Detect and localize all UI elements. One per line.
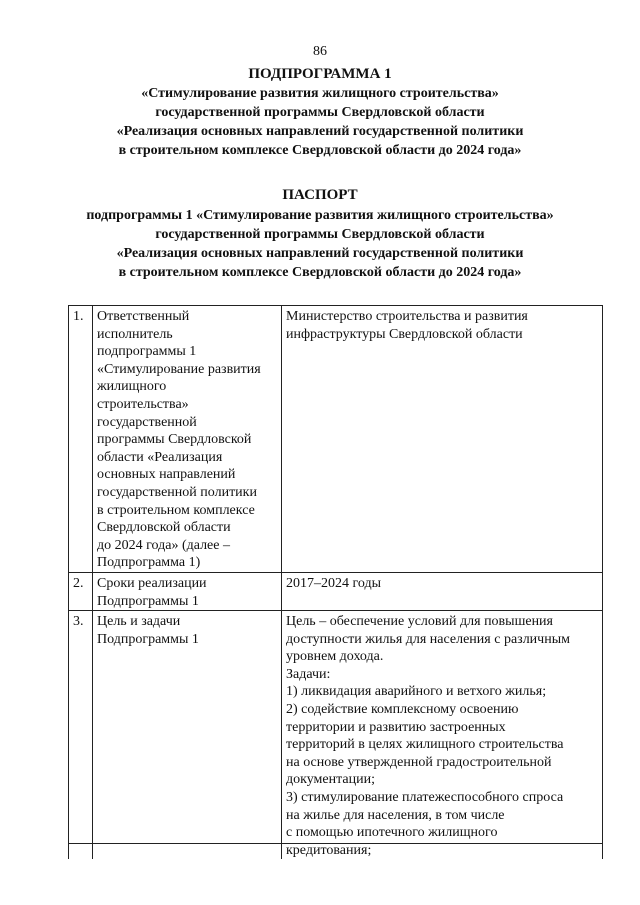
passport-heading: [0, 184, 640, 282]
table-row: [69, 306, 603, 573]
page-number: 86: [313, 44, 327, 59]
subprogram-heading-line: «Стимулирование развития жилищного строительства»: [141, 86, 499, 101]
row-label-line: Подпрограмма 1): [97, 555, 201, 571]
row-label-line: государственной: [97, 414, 197, 430]
row-label-line: Подпрограммы 1: [97, 631, 199, 647]
row-value-line: 1) ликвидация аварийного и ветхого жилья;: [286, 684, 547, 700]
row-label-line: программы Свердловской: [97, 432, 252, 448]
row-label-line: подпрограммы 1: [97, 344, 197, 360]
passport-heading-line: подпрограммы 1 «Стимулирование развития жилищного строительства»: [86, 208, 554, 223]
row-label-line: Подпрограммы 1: [97, 593, 199, 609]
row-label-line: «Стимулирование развития: [97, 361, 261, 377]
row-number: 1.: [69, 306, 93, 573]
row-label-line: исполнитель: [97, 326, 173, 342]
row-label-line: государственной политики: [97, 484, 257, 500]
row-value-line: 2017–2024 годы: [286, 575, 382, 591]
row-value-line: документации;: [286, 772, 375, 788]
row-label: [93, 572, 282, 610]
subprogram-heading: [0, 64, 640, 160]
row-label-line: до 2024 года» (далее –: [97, 537, 230, 553]
passport-heading-line: государственной программы Свердловской области: [155, 227, 485, 242]
subprogram-heading-line: в строительном комплексе Свердловской области до 2024 года»: [118, 143, 522, 158]
row-label-line: Ответственный: [97, 309, 190, 324]
row-number: 3.: [69, 611, 93, 860]
row-value-line: доступности жилья для населения с различным: [286, 631, 570, 647]
row-label-line: основных направлений: [97, 467, 236, 483]
subprogram-title: ПОДПРОГРАММА 1: [248, 66, 392, 82]
row-value-line: территории и развитию застроенных: [286, 719, 506, 735]
row-value-line: на основе утвержденной градостроительной: [286, 754, 552, 770]
row-label: [93, 306, 282, 573]
row-label-line: в строительном комплексе: [97, 502, 255, 518]
passport-table: [68, 305, 603, 859]
table-row: [69, 611, 603, 860]
row-label-line: жилищного: [97, 379, 167, 395]
subprogram-heading-line: государственной программы Свердловской области: [155, 105, 485, 120]
row-value-line: Министерство строительства и развития: [286, 309, 528, 324]
row-value-line: Задачи:: [286, 666, 331, 682]
row-label-line: области «Реализация: [97, 449, 223, 465]
row-label-line: Цель и задачи: [97, 614, 181, 630]
subprogram-heading-line: «Реализация основных направлений государственной политики: [116, 124, 524, 139]
row-value: [282, 572, 603, 610]
row-value-line: территорий в целях жилищного строительства: [286, 737, 564, 753]
row-value-line: инфраструктуры Свердловской области: [286, 326, 523, 342]
passport-heading-line: «Реализация основных направлений государственной политики: [116, 246, 524, 261]
row-label-line: Сроки реализации: [97, 575, 207, 591]
table-bottom-rule: [68, 843, 603, 844]
row-value-line: уровнем дохода.: [286, 649, 384, 665]
row-value-line: 2) содействие комплексному освоению: [286, 702, 519, 718]
passport-heading-line: в строительном комплексе Свердловской области до 2024 года»: [118, 265, 522, 280]
row-value-line: 3) стимулирование платежеспособного спроса: [286, 790, 564, 806]
row-value-line: на жилье для населения, в том числе: [286, 807, 505, 823]
table-row: [69, 572, 603, 610]
row-label-line: строительства»: [97, 396, 189, 412]
passport-title: ПАСПОРТ: [282, 187, 358, 203]
row-label-line: Свердловской области: [97, 520, 231, 536]
row-number: 2.: [69, 572, 93, 610]
row-value: [282, 611, 603, 860]
row-label: [93, 611, 282, 860]
row-value-line: кредитования;: [286, 842, 372, 858]
row-value-line: Цель – обеспечение условий для повышения: [286, 614, 553, 630]
row-value-line: с помощью ипотечного жилищного: [286, 825, 498, 841]
row-value: [282, 306, 603, 573]
